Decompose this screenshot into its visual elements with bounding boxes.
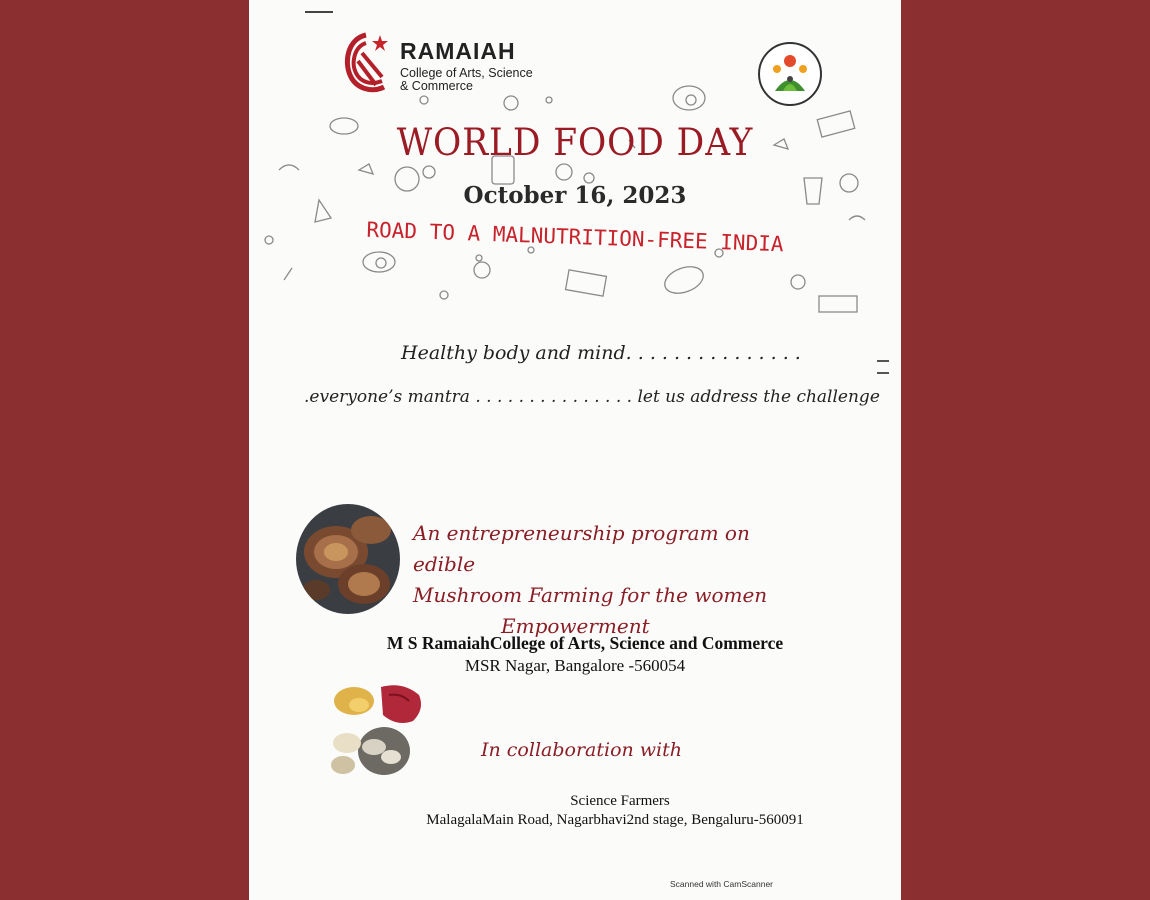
ramaiah-logo-icon — [342, 31, 390, 97]
program-line-2: Mushroom Farming for the women — [413, 583, 768, 607]
mushroom-photo — [296, 504, 400, 614]
mushroom-collage-photo — [329, 683, 424, 781]
scanner-watermark: Scanned with CamScanner — [670, 879, 774, 889]
quote-line-1: Healthy body and mind. . . . . . . . . . . . . . . — [401, 342, 801, 364]
venue-address: MSR Nagar, Bangalore -560054 — [464, 656, 686, 675]
quote-line-2: .everyone’s mantra . . . . . . . . . . . . . . . let us address the challenge — [304, 387, 880, 407]
scan-edge-mark — [305, 11, 333, 13]
event-date: October 16, 2023 — [463, 182, 687, 209]
college-subtitle-line2: & Commerce — [400, 79, 473, 93]
venue-name: M S RamaiahCollege of Arts, Science and Commerce — [386, 633, 784, 653]
collaboration-label: In collaboration with — [481, 739, 682, 761]
program-line-1: An entrepreneurship program on edible — [413, 521, 750, 576]
college-brand-name: RAMAIAH — [400, 38, 516, 64]
college-subtitle-line1: College of Arts, Science — [400, 66, 533, 80]
scan-edge-mark — [877, 372, 889, 374]
college-subtitle — [400, 67, 560, 93]
event-theme: ROAD TO A MALNUTRITION-FREE INDIA — [366, 217, 784, 257]
poster-page — [249, 0, 901, 900]
partner-emblem-icon — [755, 41, 825, 107]
partner-address: MalagalaMain Road, Nagarbhavi2nd stage, Bengaluru-560091 — [426, 812, 804, 828]
partner-name: Science Farmers — [570, 793, 670, 809]
event-title: WORLD FOOD DAY — [396, 121, 754, 164]
scan-edge-mark — [877, 360, 889, 362]
program-line-3: Empowerment — [501, 614, 650, 638]
program-description — [413, 518, 773, 642]
